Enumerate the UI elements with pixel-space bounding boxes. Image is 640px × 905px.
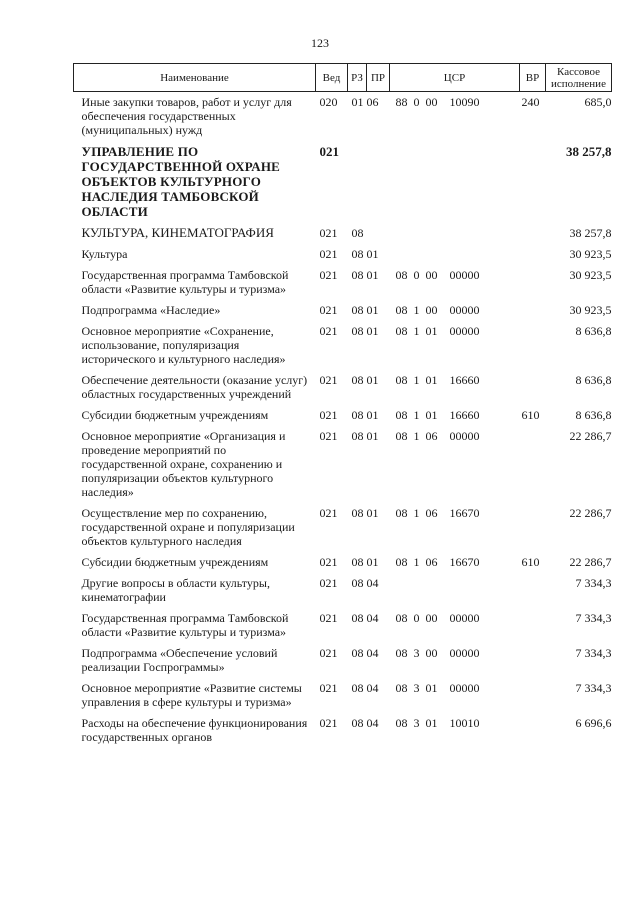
table-row <box>74 92 612 145</box>
row-csr: 08 1 06 16670 <box>395 555 480 569</box>
row-name: КУЛЬТУРА, КИНЕМАТОГРАФИЯ <box>81 225 274 240</box>
row-vr: 240 <box>521 95 540 109</box>
row-rzpr: 08 01 <box>351 247 379 261</box>
table-row <box>74 226 612 247</box>
table-row <box>74 303 612 324</box>
row-sum: 30 923,5 <box>569 303 612 317</box>
row-csr: 08 3 01 10010 <box>395 716 480 730</box>
row-ved: 021 <box>319 576 338 590</box>
row-rzpr: 08 01 <box>351 324 379 338</box>
row-ved: 021 <box>319 226 338 240</box>
row-csr <box>390 226 520 247</box>
row-name: Обеспечение деятельности (оказание услуг) областных государственных учреждений <box>81 373 308 401</box>
row-vr <box>520 646 546 681</box>
page-number: 123 <box>311 36 329 50</box>
row-name: Другие вопросы в области культуры, кинематографии <box>81 576 270 604</box>
row-ved: 021 <box>319 247 338 261</box>
table-row <box>74 324 612 373</box>
row-name: Субсидии бюджетным учреждениям <box>81 408 269 422</box>
table-row <box>74 247 612 268</box>
row-vr <box>520 226 546 247</box>
row-csr: 08 3 01 00000 <box>395 681 480 695</box>
row-vr <box>520 716 546 751</box>
header-csr: ЦСР <box>390 64 520 92</box>
table-row <box>74 716 612 751</box>
row-rzpr <box>348 144 390 226</box>
row-vr <box>520 247 546 268</box>
row-sum: 38 257,8 <box>566 144 612 159</box>
row-ved: 021 <box>319 268 338 282</box>
row-sum: 22 286,7 <box>569 506 612 520</box>
row-sum: 6 696,6 <box>575 716 612 730</box>
row-vr <box>520 506 546 555</box>
table-row <box>74 506 612 555</box>
row-csr: 08 1 01 16660 <box>395 373 480 387</box>
row-vr <box>520 611 546 646</box>
row-csr: 08 1 06 16670 <box>395 506 480 520</box>
header-rz: РЗ <box>348 64 367 92</box>
row-ved: 021 <box>319 144 339 159</box>
row-vr <box>520 144 546 226</box>
row-csr: 08 0 00 00000 <box>395 611 480 625</box>
table-row <box>74 268 612 303</box>
row-ved: 021 <box>319 646 338 660</box>
table-body <box>74 92 612 752</box>
table-row <box>74 611 612 646</box>
row-vr: 610 <box>521 555 540 569</box>
row-name: Расходы на обеспечение функционирования государственных органов <box>81 716 308 744</box>
row-rzpr: 08 04 <box>351 716 379 730</box>
row-rzpr: 08 01 <box>351 268 379 282</box>
row-ved: 021 <box>319 408 338 422</box>
row-name: Подпрограмма «Обеспечение условий реализации Госпрограммы» <box>81 646 278 674</box>
row-name: Основное мероприятие «Организация и проведение мероприятий по государственной охране, сохранению и популяризации объектов культурного наследия» <box>81 429 286 499</box>
table-row <box>74 576 612 611</box>
row-rzpr: 08 01 <box>351 555 379 569</box>
row-csr: 08 1 01 16660 <box>395 408 480 422</box>
row-ved: 021 <box>319 303 338 317</box>
table-header <box>74 64 612 92</box>
row-csr: 88 0 00 10090 <box>395 95 480 109</box>
row-rzpr: 08 01 <box>351 506 379 520</box>
table-row <box>74 681 612 716</box>
row-name: Культура <box>81 247 128 261</box>
table-row <box>74 555 612 576</box>
row-vr <box>520 324 546 373</box>
budget-table <box>73 63 612 751</box>
row-csr: 08 1 00 00000 <box>395 303 480 317</box>
header-vr: ВР <box>520 64 546 92</box>
row-name: Государственная программа Тамбовской области «Развитие культуры и туризма» <box>81 611 289 639</box>
row-csr: 08 1 01 00000 <box>395 324 480 338</box>
row-name: Основное мероприятие «Сохранение, использование, популяризация исторического и культурного наследия» <box>81 324 286 366</box>
row-ved: 021 <box>319 324 338 338</box>
row-rzpr: 08 01 <box>351 303 379 317</box>
row-name: Подпрограмма «Наследие» <box>81 303 221 317</box>
row-sum: 7 334,3 <box>575 611 612 625</box>
row-sum: 7 334,3 <box>575 646 612 660</box>
table-row <box>74 408 612 429</box>
table-row <box>74 144 612 226</box>
row-name: Осуществление мер по сохранению, государственной охране и популяризации объектов культурного наследия <box>81 506 295 548</box>
row-sum: 38 257,8 <box>569 226 612 240</box>
row-name: Государственная программа Тамбовской области «Развитие культуры и туризма» <box>81 268 289 296</box>
row-ved: 020 <box>319 95 338 109</box>
row-sum: 685,0 <box>584 95 612 109</box>
row-rzpr: 08 01 <box>351 429 379 443</box>
table-row <box>74 429 612 506</box>
row-rzpr: 08 01 <box>351 373 379 387</box>
row-name: Субсидии бюджетным учреждениям <box>81 555 269 569</box>
row-name: Иные закупки товаров, работ и услуг для обеспечения государственных (муниципальных) нужд <box>81 95 292 137</box>
row-sum: 22 286,7 <box>569 555 612 569</box>
header-sum: Кассовое исполнение <box>546 64 612 92</box>
row-name: Основное мероприятие «Развитие системы управления в сфере культуры и туризма» <box>81 681 302 709</box>
row-vr <box>520 429 546 506</box>
row-name: УПРАВЛЕНИЕ ПО ГОСУДАРСТВЕННОЙ ОХРАНЕ ОБЪЕКТОВ КУЛЬТУРНОГО НАСЛЕДИЯ ТАМБОВСКОЙ ОБЛАСТИ <box>81 144 281 219</box>
row-vr: 610 <box>521 408 540 422</box>
row-sum: 22 286,7 <box>569 429 612 443</box>
row-sum: 30 923,5 <box>569 268 612 282</box>
row-ved: 021 <box>319 611 338 625</box>
table-row <box>74 646 612 681</box>
row-sum: 7 334,3 <box>575 576 612 590</box>
row-rzpr: 08 04 <box>351 611 379 625</box>
row-sum: 7 334,3 <box>575 681 612 695</box>
row-rzpr: 08 04 <box>351 646 379 660</box>
row-vr <box>520 576 546 611</box>
row-ved: 021 <box>319 373 338 387</box>
row-csr <box>390 144 520 226</box>
row-rzpr: 08 04 <box>351 576 379 590</box>
row-sum: 8 636,8 <box>575 324 612 338</box>
row-sum: 30 923,5 <box>569 247 612 261</box>
header-name: Наименование <box>74 64 316 92</box>
header-ved: Вед <box>316 64 348 92</box>
row-vr <box>520 268 546 303</box>
row-sum: 8 636,8 <box>575 408 612 422</box>
row-ved: 021 <box>319 506 338 520</box>
row-rzpr: 08 <box>351 226 364 240</box>
row-sum: 8 636,8 <box>575 373 612 387</box>
row-csr: 08 1 06 00000 <box>395 429 480 443</box>
row-csr <box>390 247 520 268</box>
row-ved: 021 <box>319 681 338 695</box>
row-ved: 021 <box>319 716 338 730</box>
row-vr <box>520 373 546 408</box>
row-vr <box>520 303 546 324</box>
header-pr: ПР <box>367 64 390 92</box>
row-rzpr: 01 06 <box>351 95 379 109</box>
row-rzpr: 08 04 <box>351 681 379 695</box>
row-ved: 021 <box>319 555 338 569</box>
table-row <box>74 373 612 408</box>
row-csr: 08 3 00 00000 <box>395 646 480 660</box>
row-rzpr: 08 01 <box>351 408 379 422</box>
row-ved: 021 <box>319 429 338 443</box>
row-csr <box>390 576 520 611</box>
row-csr: 08 0 00 00000 <box>395 268 480 282</box>
row-vr <box>520 681 546 716</box>
